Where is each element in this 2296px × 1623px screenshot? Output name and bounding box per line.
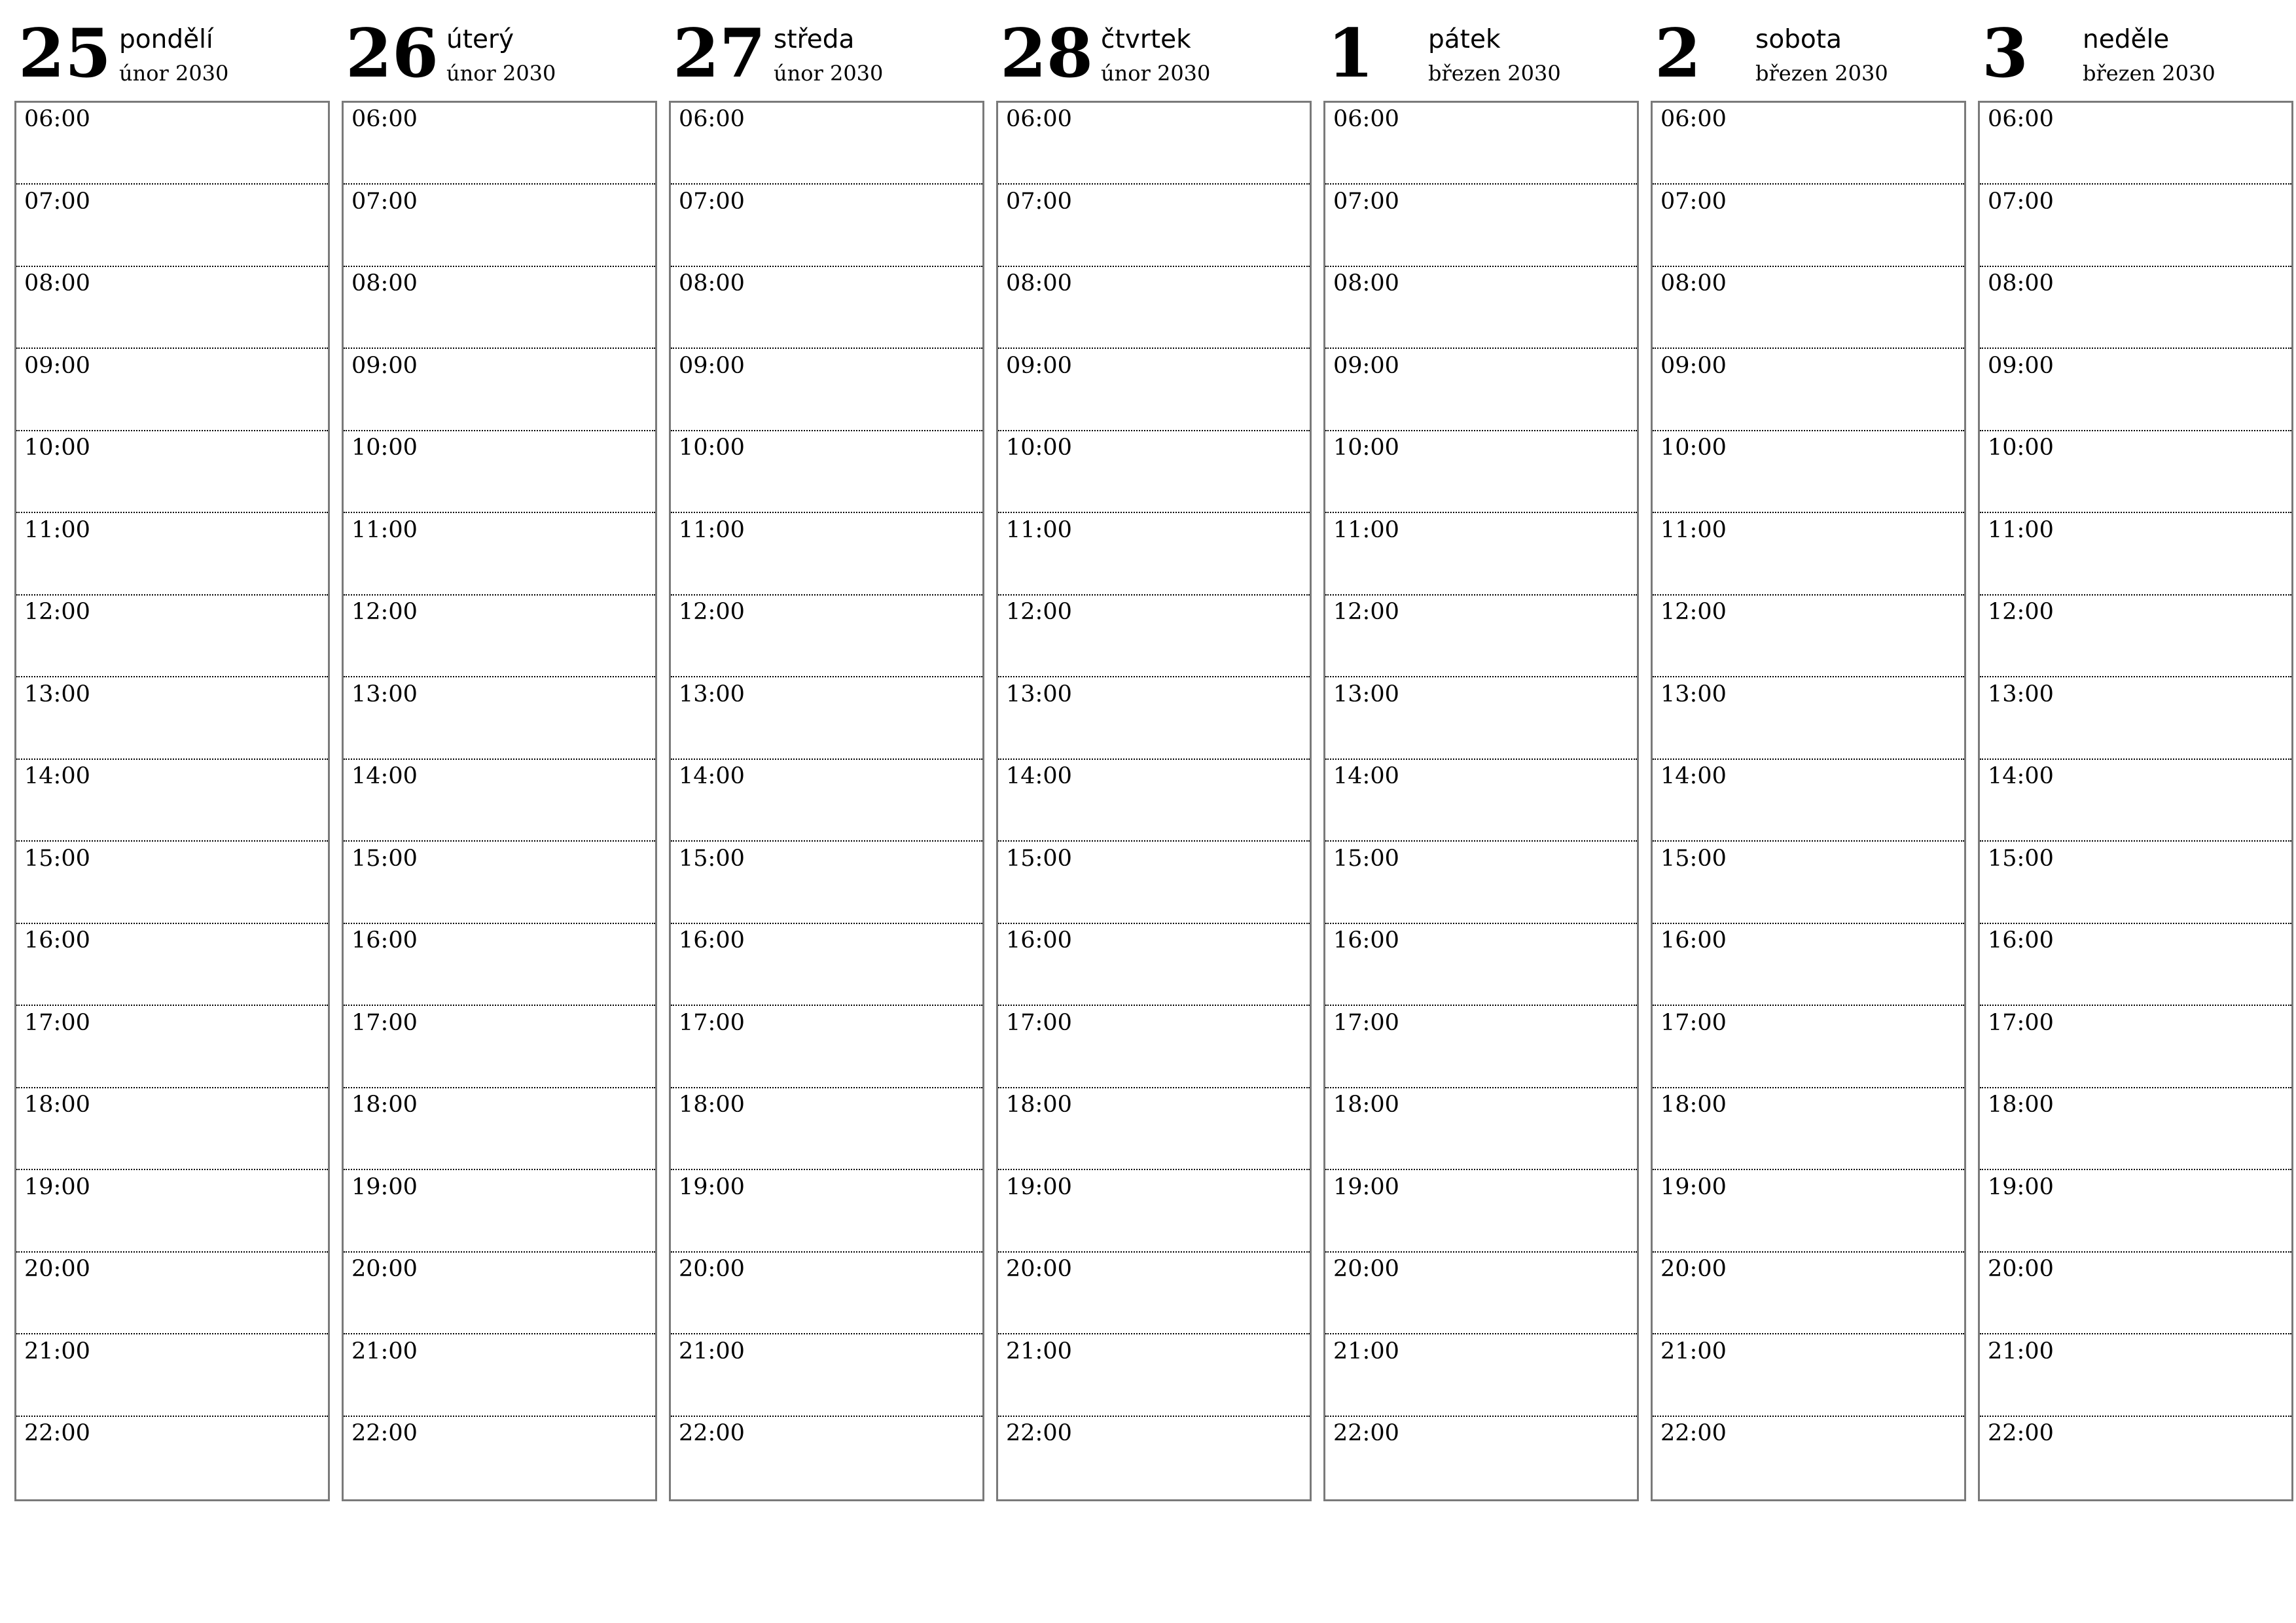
time-slot (1653, 1335, 1964, 1417)
time-slot (998, 1253, 1310, 1334)
time-slot (16, 514, 328, 596)
time-slot (16, 1335, 328, 1417)
time-slot (344, 842, 655, 924)
time-slot-label: 21:00 (1333, 1338, 1399, 1364)
time-slot-label: 06:00 (24, 106, 90, 132)
time-slot (671, 103, 982, 185)
month-year-label: únor 2030 (774, 61, 884, 86)
day-number: 27 (673, 14, 766, 93)
time-slot-label: 14:00 (1333, 763, 1399, 789)
time-slot (1980, 678, 2291, 760)
time-slot (671, 596, 982, 677)
time-slot-label: 15:00 (351, 845, 418, 872)
time-slot-label: 16:00 (679, 927, 745, 954)
time-slot-label: 22:00 (1006, 1420, 1072, 1446)
time-slot-label: 07:00 (24, 188, 90, 215)
time-slot (1980, 1088, 2291, 1170)
time-slot (1325, 924, 1637, 1006)
time-slot (1980, 1007, 2291, 1088)
time-slot (16, 1171, 328, 1253)
time-slot-label: 20:00 (1988, 1256, 2054, 1282)
time-slot (1325, 267, 1637, 349)
time-slot-label: 07:00 (1333, 188, 1399, 215)
time-slot-label: 16:00 (1988, 927, 2054, 954)
time-slot (1653, 760, 1964, 842)
time-slot-label: 19:00 (24, 1173, 90, 1200)
time-slot (998, 1007, 1310, 1088)
time-slot (16, 1088, 328, 1170)
time-slot-label: 16:00 (1660, 927, 1727, 954)
time-slot (1980, 1417, 2291, 1499)
time-slot (344, 924, 655, 1006)
time-slot (998, 842, 1310, 924)
time-slot-label: 11:00 (24, 516, 90, 543)
time-slot-label: 10:00 (1006, 435, 1072, 461)
month-year-label: únor 2030 (1101, 61, 1211, 86)
time-slot (1980, 431, 2291, 513)
weekday-name: neděle (2083, 25, 2170, 54)
day-schedule-box (1323, 101, 1639, 1501)
time-slot (1980, 514, 2291, 596)
time-slot (344, 678, 655, 760)
time-slot (1325, 760, 1637, 842)
time-slot-label: 18:00 (1006, 1092, 1072, 1118)
time-slot (1325, 431, 1637, 513)
time-slot-label: 15:00 (1988, 845, 2054, 872)
time-slot-label: 12:00 (1660, 599, 1727, 625)
time-slot-label: 08:00 (1988, 270, 2054, 296)
time-slot-label: 15:00 (1333, 845, 1399, 872)
time-slot-label: 13:00 (1333, 681, 1399, 707)
time-slot (1325, 1417, 1637, 1499)
time-slot-label: 11:00 (1006, 516, 1072, 543)
time-slot (998, 349, 1310, 431)
time-slot-label: 19:00 (1660, 1173, 1727, 1200)
time-slot-label: 12:00 (1006, 599, 1072, 625)
time-slot (344, 1335, 655, 1417)
time-slot (344, 431, 655, 513)
weekday-name: sobota (1755, 25, 1842, 54)
time-slot (671, 1088, 982, 1170)
day-schedule-box (996, 101, 1312, 1501)
time-slot-label: 09:00 (1660, 352, 1727, 379)
time-slot (344, 1007, 655, 1088)
time-slot (16, 924, 328, 1006)
day-number: 28 (1000, 14, 1093, 93)
time-slot-label: 17:00 (351, 1009, 418, 1036)
time-slot-label: 19:00 (679, 1173, 745, 1200)
time-slot-label: 13:00 (1006, 681, 1072, 707)
time-slot-label: 09:00 (679, 352, 745, 379)
time-slot (1980, 596, 2291, 677)
time-slot (1325, 185, 1637, 267)
day-number: 1 (1327, 14, 1374, 93)
time-slot-label: 11:00 (1660, 516, 1727, 543)
time-slot (344, 514, 655, 596)
time-slot (1980, 349, 2291, 431)
time-slot-label: 11:00 (1988, 516, 2054, 543)
time-slot (1653, 1007, 1964, 1088)
time-slot-label: 22:00 (351, 1420, 418, 1446)
time-slot-label: 21:00 (351, 1338, 418, 1364)
time-slot-label: 09:00 (1988, 352, 2054, 379)
time-slot-label: 10:00 (1333, 435, 1399, 461)
time-slot (1653, 1171, 1964, 1253)
time-slot-label: 09:00 (351, 352, 418, 379)
time-slot-label: 15:00 (1006, 845, 1072, 872)
time-slot (1653, 1253, 1964, 1334)
time-slot (344, 1253, 655, 1334)
time-slot (671, 431, 982, 513)
time-slot (998, 1335, 1310, 1417)
time-slot-label: 14:00 (1988, 763, 2054, 789)
time-slot (998, 1417, 1310, 1499)
time-slot (1325, 842, 1637, 924)
time-slot-label: 18:00 (1988, 1092, 2054, 1118)
time-slot-label: 15:00 (1660, 845, 1727, 872)
time-slot-label: 07:00 (1988, 188, 2054, 215)
time-slot-label: 06:00 (1660, 106, 1727, 132)
time-slot-label: 14:00 (1006, 763, 1072, 789)
time-slot (671, 760, 982, 842)
time-slot-label: 18:00 (1660, 1092, 1727, 1118)
time-slot-label: 06:00 (1988, 106, 2054, 132)
time-slot-label: 13:00 (24, 681, 90, 707)
time-slot (1980, 103, 2291, 185)
month-year-label: únor 2030 (119, 61, 229, 86)
time-slot-label: 17:00 (1988, 1009, 2054, 1036)
time-slot-label: 06:00 (1006, 106, 1072, 132)
time-slot-label: 20:00 (1006, 1256, 1072, 1282)
time-slot (344, 349, 655, 431)
time-slot-label: 10:00 (679, 435, 745, 461)
time-slot (1980, 1253, 2291, 1334)
time-slot-label: 21:00 (679, 1338, 745, 1364)
time-slot (671, 267, 982, 349)
time-slot-label: 12:00 (679, 599, 745, 625)
day-number: 2 (1655, 14, 1701, 93)
time-slot-label: 22:00 (1660, 1420, 1727, 1446)
day-schedule-box (14, 101, 330, 1501)
day-header (1651, 0, 1965, 98)
time-slot (998, 431, 1310, 513)
time-slot-label: 18:00 (351, 1092, 418, 1118)
time-slot-label: 20:00 (351, 1256, 418, 1282)
time-slot-label: 20:00 (1660, 1256, 1727, 1282)
time-slot-label: 19:00 (1006, 1173, 1072, 1200)
time-slot-label: 14:00 (351, 763, 418, 789)
time-slot (1325, 1253, 1637, 1334)
month-year-label: únor 2030 (446, 61, 556, 86)
time-slot (16, 349, 328, 431)
time-slot-label: 13:00 (1660, 681, 1727, 707)
time-slot-label: 12:00 (1988, 599, 2054, 625)
day-number: 26 (346, 14, 439, 93)
time-slot (1653, 924, 1964, 1006)
month-year-label: březen 2030 (1755, 61, 1888, 86)
time-slot-label: 18:00 (24, 1092, 90, 1118)
time-slot (998, 185, 1310, 267)
time-slot (1980, 842, 2291, 924)
time-slot-label: 13:00 (679, 681, 745, 707)
day-schedule-box (1651, 101, 1966, 1501)
time-slot-label: 15:00 (24, 845, 90, 872)
time-slot-label: 17:00 (1006, 1009, 1072, 1036)
time-slot (344, 267, 655, 349)
time-slot (671, 1417, 982, 1499)
time-slot (671, 924, 982, 1006)
time-slot-label: 22:00 (1333, 1420, 1399, 1446)
time-slot-label: 10:00 (24, 435, 90, 461)
time-slot-label: 11:00 (351, 516, 418, 543)
time-slot (344, 760, 655, 842)
time-slot-label: 15:00 (679, 845, 745, 872)
time-slot (1653, 431, 1964, 513)
time-slot (998, 924, 1310, 1006)
time-slot (998, 1088, 1310, 1170)
time-slot-label: 08:00 (1333, 270, 1399, 296)
time-slot-label: 13:00 (351, 681, 418, 707)
time-slot-label: 08:00 (24, 270, 90, 296)
time-slot (1653, 1088, 1964, 1170)
time-slot (671, 678, 982, 760)
time-slot (671, 185, 982, 267)
time-slot (1653, 1417, 1964, 1499)
time-slot (16, 1253, 328, 1334)
weekday-name: pátek (1428, 25, 1501, 54)
time-slot (1325, 349, 1637, 431)
time-slot (16, 760, 328, 842)
time-slot-label: 17:00 (679, 1009, 745, 1036)
time-slot (1325, 596, 1637, 677)
time-slot (1325, 1335, 1637, 1417)
time-slot-label: 19:00 (351, 1173, 418, 1200)
time-slot (344, 1171, 655, 1253)
time-slot (998, 103, 1310, 185)
time-slot-label: 16:00 (1006, 927, 1072, 954)
time-slot (1325, 1088, 1637, 1170)
day-header (342, 0, 656, 98)
time-slot (1653, 103, 1964, 185)
time-slot (998, 678, 1310, 760)
time-slot (1325, 678, 1637, 760)
weekday-name: středa (774, 25, 855, 54)
month-year-label: březen 2030 (2083, 61, 2215, 86)
time-slot (16, 596, 328, 677)
time-slot (1980, 760, 2291, 842)
day-header (996, 0, 1310, 98)
time-slot-label: 21:00 (1988, 1338, 2054, 1364)
day-header (14, 0, 329, 98)
time-slot-label: 18:00 (679, 1092, 745, 1118)
time-slot-label: 09:00 (1333, 352, 1399, 379)
day-number: 3 (1982, 14, 2028, 93)
time-slot (998, 514, 1310, 596)
time-slot (1325, 1171, 1637, 1253)
time-slot (671, 1171, 982, 1253)
time-slot (16, 842, 328, 924)
time-slot (344, 1088, 655, 1170)
time-slot (998, 267, 1310, 349)
time-slot-label: 07:00 (351, 188, 418, 215)
time-slot-label: 08:00 (679, 270, 745, 296)
time-slot (998, 596, 1310, 677)
time-slot (344, 1417, 655, 1499)
time-slot-label: 08:00 (1660, 270, 1727, 296)
weekday-name: úterý (446, 25, 514, 54)
time-slot (671, 1335, 982, 1417)
day-schedule-box (342, 101, 657, 1501)
day-header (1323, 0, 1638, 98)
time-slot (16, 185, 328, 267)
time-slot (1980, 267, 2291, 349)
time-slot (1653, 267, 1964, 349)
time-slot (1653, 185, 1964, 267)
time-slot-label: 14:00 (1660, 763, 1727, 789)
time-slot (16, 267, 328, 349)
day-header (669, 0, 983, 98)
time-slot (1325, 1007, 1637, 1088)
time-slot-label: 22:00 (679, 1420, 745, 1446)
time-slot (344, 185, 655, 267)
time-slot (1653, 678, 1964, 760)
time-slot (16, 1007, 328, 1088)
time-slot (1653, 842, 1964, 924)
time-slot-label: 20:00 (679, 1256, 745, 1282)
time-slot-label: 22:00 (1988, 1420, 2054, 1446)
month-year-label: březen 2030 (1428, 61, 1561, 86)
time-slot-label: 10:00 (1988, 435, 2054, 461)
time-slot-label: 19:00 (1333, 1173, 1399, 1200)
time-slot (998, 760, 1310, 842)
time-slot (1325, 103, 1637, 185)
time-slot-label: 10:00 (351, 435, 418, 461)
time-slot (16, 103, 328, 185)
time-slot (1653, 514, 1964, 596)
time-slot-label: 10:00 (1660, 435, 1727, 461)
time-slot (1980, 924, 2291, 1006)
time-slot (671, 349, 982, 431)
time-slot-label: 06:00 (679, 106, 745, 132)
day-number: 25 (18, 14, 111, 93)
time-slot (671, 1253, 982, 1334)
time-slot-label: 07:00 (679, 188, 745, 215)
time-slot-label: 21:00 (24, 1338, 90, 1364)
time-slot (1325, 514, 1637, 596)
time-slot-label: 14:00 (24, 763, 90, 789)
time-slot-label: 07:00 (1660, 188, 1727, 215)
time-slot-label: 16:00 (351, 927, 418, 954)
weekday-name: čtvrtek (1101, 25, 1191, 54)
time-slot (1980, 185, 2291, 267)
time-slot-label: 21:00 (1006, 1338, 1072, 1364)
time-slot-label: 19:00 (1988, 1173, 2054, 1200)
time-slot-label: 08:00 (1006, 270, 1072, 296)
time-slot (16, 431, 328, 513)
time-slot-label: 09:00 (24, 352, 90, 379)
time-slot-label: 17:00 (24, 1009, 90, 1036)
time-slot-label: 16:00 (24, 927, 90, 954)
time-slot-label: 06:00 (1333, 106, 1399, 132)
time-slot-label: 08:00 (351, 270, 418, 296)
day-schedule-box (669, 101, 984, 1501)
time-slot-label: 12:00 (1333, 599, 1399, 625)
time-slot-label: 12:00 (24, 599, 90, 625)
time-slot-label: 07:00 (1006, 188, 1072, 215)
time-slot-label: 06:00 (351, 106, 418, 132)
time-slot (1653, 596, 1964, 677)
day-schedule-box (1978, 101, 2293, 1501)
time-slot (344, 103, 655, 185)
time-slot (671, 514, 982, 596)
time-slot (344, 596, 655, 677)
weekday-name: pondělí (119, 25, 213, 54)
time-slot-label: 17:00 (1333, 1009, 1399, 1036)
time-slot-label: 11:00 (1333, 516, 1399, 543)
time-slot-label: 09:00 (1006, 352, 1072, 379)
day-header (1978, 0, 2292, 98)
time-slot-label: 22:00 (24, 1420, 90, 1446)
time-slot-label: 18:00 (1333, 1092, 1399, 1118)
time-slot (16, 678, 328, 760)
time-slot-label: 16:00 (1333, 927, 1399, 954)
time-slot-label: 20:00 (24, 1256, 90, 1282)
time-slot (1653, 349, 1964, 431)
time-slot (671, 1007, 982, 1088)
time-slot (16, 1417, 328, 1499)
time-slot (671, 842, 982, 924)
time-slot-label: 12:00 (351, 599, 418, 625)
time-slot-label: 14:00 (679, 763, 745, 789)
time-slot-label: 21:00 (1660, 1338, 1727, 1364)
time-slot (1980, 1335, 2291, 1417)
time-slot (1980, 1171, 2291, 1253)
time-slot (998, 1171, 1310, 1253)
time-slot-label: 17:00 (1660, 1009, 1727, 1036)
time-slot-label: 20:00 (1333, 1256, 1399, 1282)
time-slot-label: 13:00 (1988, 681, 2054, 707)
time-slot-label: 11:00 (679, 516, 745, 543)
